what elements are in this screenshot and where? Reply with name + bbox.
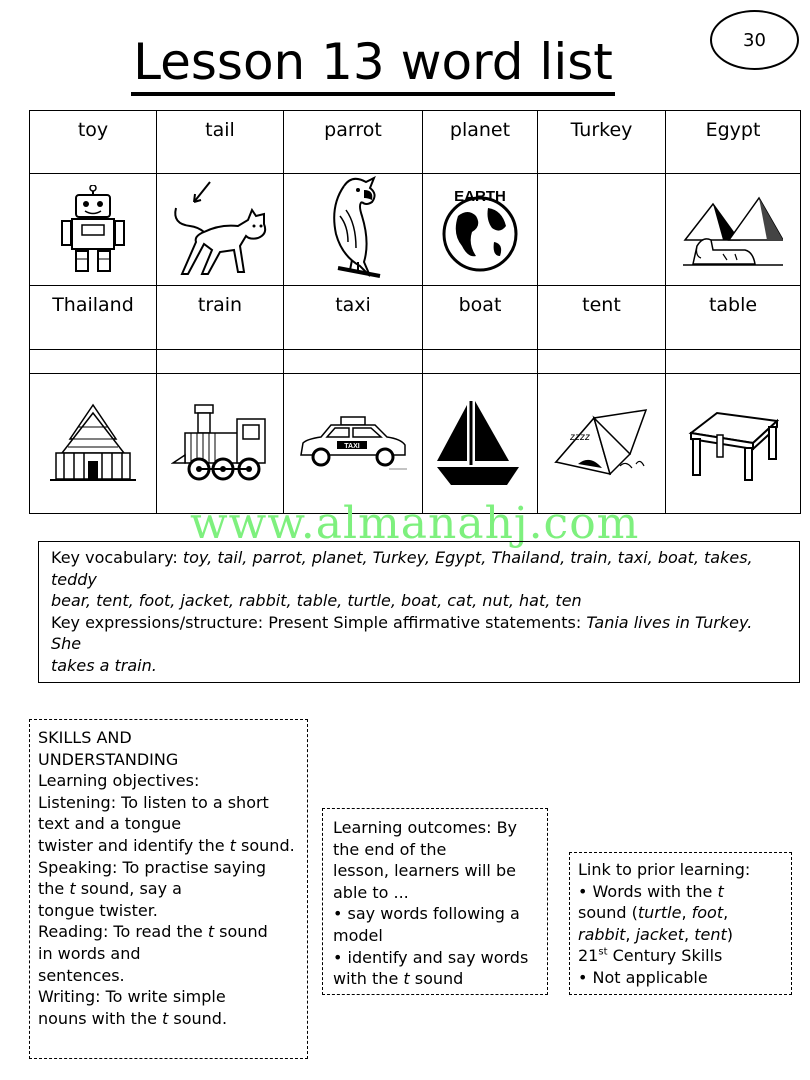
listening-objective: twister and identify the t sound. bbox=[38, 835, 295, 855]
learning-outcomes-box bbox=[322, 808, 548, 995]
objectives-heading: Learning objectives: bbox=[38, 771, 200, 791]
word-cell: tail bbox=[157, 111, 284, 174]
skills-heading: SKILLS AND bbox=[38, 728, 132, 747]
taxi-icon bbox=[297, 413, 409, 473]
prior-line: rabbit, jacket, tent) bbox=[578, 924, 733, 944]
outcomes-line: the end of the bbox=[333, 839, 447, 859]
structure-line: Key expressions/structure: Present Simple affirmative statements: Tania lives in Turkey. She bbox=[51, 612, 753, 654]
tent-label: zzzz bbox=[569, 432, 590, 444]
page-number-badge: 30 bbox=[710, 10, 799, 70]
picture-cell bbox=[30, 174, 157, 286]
prior-line: • Words with the t bbox=[578, 881, 724, 901]
writing-objective: Writing: To write simple bbox=[38, 987, 226, 1007]
skills-heading: UNDERSTANDING bbox=[38, 749, 179, 769]
vocab-words: toy, tail, parrot, planet, Turkey, Egypt, Thailand, train, taxi, boat, takes, teddy bbox=[51, 548, 753, 589]
key-vocabulary-box bbox=[38, 541, 800, 683]
robot-toy-icon bbox=[58, 185, 128, 275]
outcomes-line: with the t sound bbox=[333, 969, 464, 989]
picture-row-1 bbox=[30, 174, 801, 286]
vocab-line bbox=[51, 590, 787, 612]
page-title bbox=[0, 34, 746, 96]
listening-objective: text and a tongue bbox=[38, 814, 182, 834]
outcomes-line: able to ... bbox=[333, 882, 409, 902]
picture-cell bbox=[423, 373, 538, 513]
prior-learning-box bbox=[569, 852, 792, 995]
word-row-1 bbox=[30, 111, 801, 174]
structure-line bbox=[51, 655, 787, 677]
page-title-text: Lesson 13 word list bbox=[131, 34, 615, 96]
thai-temple-icon bbox=[48, 403, 138, 483]
word-cell: parrot bbox=[284, 111, 423, 174]
taxi-label: TAXI bbox=[344, 443, 360, 451]
picture-cell bbox=[666, 373, 801, 513]
skills-and-understanding-box bbox=[29, 719, 308, 1059]
listening-objective: Listening: To listen to a short bbox=[38, 792, 269, 812]
picture-cell bbox=[284, 174, 423, 286]
vocab-line: Key vocabulary: toy, tail, parrot, planet, Turkey, Egypt, Thailand, train, taxi, boat, takes, teddy bbox=[51, 548, 753, 589]
vocab-words: bear, tent, foot, jacket, rabbit, table, turtle, boat, cat, nut, hat, ten bbox=[51, 591, 582, 611]
word-cell: table bbox=[666, 286, 801, 349]
structure-example: Tania lives in Turkey. She bbox=[51, 612, 753, 654]
word-cell: tent bbox=[538, 286, 666, 349]
outcomes-line: model bbox=[333, 925, 383, 945]
reading-objective: sentences. bbox=[38, 965, 125, 985]
picture-cell bbox=[30, 373, 157, 513]
word-cell: Turkey bbox=[538, 111, 666, 174]
structure-example: takes a train. bbox=[51, 655, 157, 675]
outcomes-line: lesson, learners will be bbox=[333, 861, 516, 881]
reading-objective: in words and bbox=[38, 943, 141, 963]
earth-globe-icon bbox=[438, 186, 522, 274]
picture-cell bbox=[284, 373, 423, 513]
speaking-objective: Speaking: To practise saying bbox=[38, 857, 267, 877]
picture-cell bbox=[423, 174, 538, 286]
reading-objective: Reading: To read the t sound bbox=[38, 922, 268, 942]
pyramids-sphinx-icon bbox=[683, 190, 783, 270]
century-skills-line: 21st Century Skills bbox=[578, 946, 723, 966]
outcomes-line: • identify and say words bbox=[333, 947, 529, 967]
prior-line: sound (turtle, foot, bbox=[578, 903, 729, 923]
picture-row-2 bbox=[30, 373, 801, 513]
outcomes-line: Learning outcomes: By bbox=[333, 818, 518, 837]
outcomes-line: • say words following a bbox=[333, 904, 520, 924]
picture-cell-empty bbox=[538, 174, 666, 286]
picture-cell bbox=[157, 373, 284, 513]
word-row-2 bbox=[30, 286, 801, 349]
word-cell: Egypt bbox=[666, 111, 801, 174]
speaking-objective: the t sound, say a bbox=[38, 879, 182, 899]
tent-icon bbox=[550, 404, 654, 482]
word-row-2-space bbox=[30, 349, 801, 373]
prior-line: • Not applicable bbox=[578, 967, 708, 987]
word-cell: boat bbox=[423, 286, 538, 349]
word-cell: planet bbox=[423, 111, 538, 174]
picture-cell bbox=[666, 174, 801, 286]
prior-line: Link to prior learning: bbox=[578, 860, 751, 879]
word-cell: Thailand bbox=[30, 286, 157, 349]
writing-objective: nouns with the t sound. bbox=[38, 1008, 228, 1028]
train-icon bbox=[171, 403, 269, 483]
word-cell: train bbox=[157, 286, 284, 349]
speaking-objective: tongue twister. bbox=[38, 900, 158, 920]
table-icon bbox=[687, 403, 779, 483]
word-cell: taxi bbox=[284, 286, 423, 349]
picture-cell bbox=[157, 174, 284, 286]
word-list-table bbox=[29, 110, 801, 514]
sailboat-icon bbox=[435, 397, 525, 489]
picture-cell bbox=[538, 373, 666, 513]
word-cell: toy bbox=[30, 111, 157, 174]
planet-label: EARTH bbox=[454, 187, 506, 205]
watermark-text: www.almanahj.com bbox=[190, 498, 640, 549]
parrot-icon bbox=[318, 176, 388, 284]
cat-tail-icon bbox=[168, 180, 273, 280]
